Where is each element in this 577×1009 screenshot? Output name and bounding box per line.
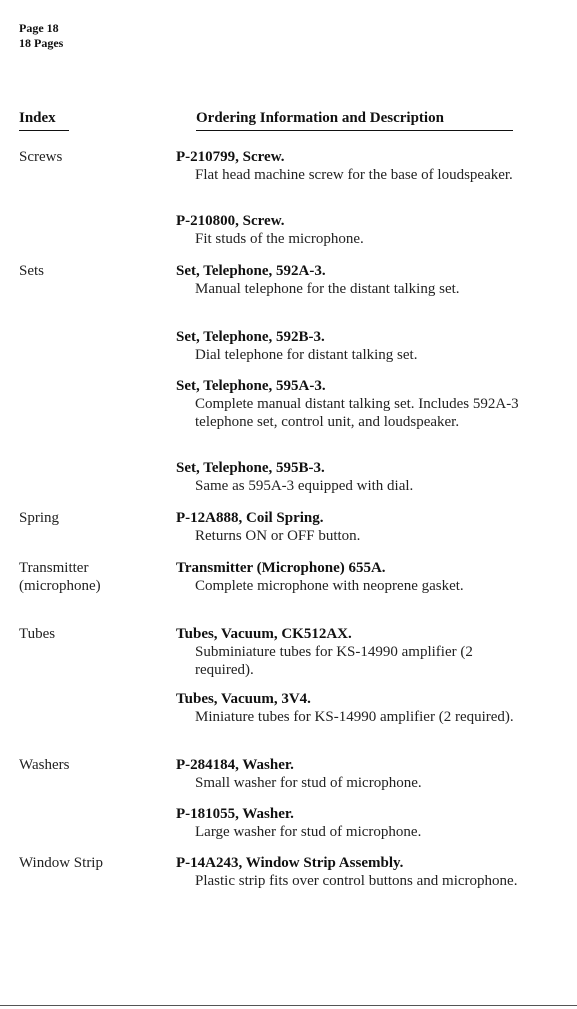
entry-description: Manual telephone for the distant talking set.: [195, 281, 460, 297]
ordering-column-header: Ordering Information and Description: [196, 110, 444, 126]
entry-description: Small washer for stud of microphone.: [195, 775, 422, 791]
entry-title: P-181055, Washer.: [176, 806, 294, 822]
entry-title: Transmitter (Microphone) 655A.: [176, 560, 386, 576]
page-bottom-rule: [0, 1005, 577, 1006]
entry-description: Miniature tubes for KS-14990 amplifier (2 required).: [195, 709, 514, 725]
entry-title: P-284184, Washer.: [176, 757, 294, 773]
entry-title: Set, Telephone, 595B-3.: [176, 460, 325, 476]
entry-p284184: [176, 756, 530, 792]
entry-655a: [176, 559, 530, 595]
index-item-screws: Screws: [19, 149, 63, 165]
index-item-microphone: (microphone): [19, 578, 101, 594]
entry-description: Large washer for stud of microphone.: [195, 824, 422, 840]
entry-ck512ax: [176, 625, 530, 679]
entry-title: P-210799, Screw.: [176, 149, 285, 165]
entry-p181055: [176, 805, 530, 841]
entry-title: P-14A243, Window Strip Assembly.: [176, 855, 404, 871]
index-item-sets: Sets: [19, 263, 45, 279]
index-column-header: Index: [19, 110, 56, 126]
entry-592a3: [176, 262, 530, 298]
entry-title: Set, Telephone, 592A-3.: [176, 263, 326, 279]
entry-description: Plastic strip fits over control buttons and microphone.: [195, 873, 518, 889]
entry-title: P-210800, Screw.: [176, 213, 285, 229]
entry-3v4: [176, 690, 530, 726]
index-item-tubes: Tubes: [19, 626, 56, 642]
ordering-header-rule: [196, 130, 513, 131]
index-item-spring: Spring: [19, 510, 60, 526]
entry-description: Returns ON or OFF button.: [195, 528, 361, 544]
entry-title: P-12A888, Coil Spring.: [176, 510, 324, 526]
entry-title: Set, Telephone, 592B-3.: [176, 329, 325, 345]
entry-595b3: [176, 459, 530, 495]
entry-592b3: [176, 328, 530, 364]
entry-description: Complete manual distant talking set. Includes 592A-3 telephone set, control unit, and loudspeaker.: [195, 396, 519, 430]
entry-595a3: [176, 377, 530, 431]
page-count: 18 Pages: [19, 36, 64, 50]
page-number: Page 18: [19, 21, 59, 35]
entry-description: Subminiature tubes for KS-14990 amplifier (2 required).: [195, 644, 473, 678]
entry-p210799: [176, 148, 530, 184]
page-header: [19, 21, 63, 51]
entry-description: Flat head machine screw for the base of loudspeaker.: [195, 167, 513, 183]
index-item-washers: Washers: [19, 757, 70, 773]
entry-title: Tubes, Vacuum, 3V4.: [176, 691, 311, 707]
index-header-rule: [19, 130, 69, 131]
index-item-transmitter: Transmitter: [19, 560, 89, 576]
index-item-window-strip: Window Strip: [19, 855, 103, 871]
entry-title: Tubes, Vacuum, CK512AX.: [176, 626, 352, 642]
entry-title: Set, Telephone, 595A-3.: [176, 378, 326, 394]
entry-p14a243: [176, 854, 530, 890]
entry-description: Same as 595A-3 equipped with dial.: [195, 478, 414, 494]
entry-description: Dial telephone for distant talking set.: [195, 347, 418, 363]
entry-description: Fit studs of the microphone.: [195, 231, 364, 247]
entry-p12a888: [176, 509, 530, 545]
entry-p210800: [176, 212, 530, 248]
entry-description: Complete microphone with neoprene gasket.: [195, 578, 464, 594]
